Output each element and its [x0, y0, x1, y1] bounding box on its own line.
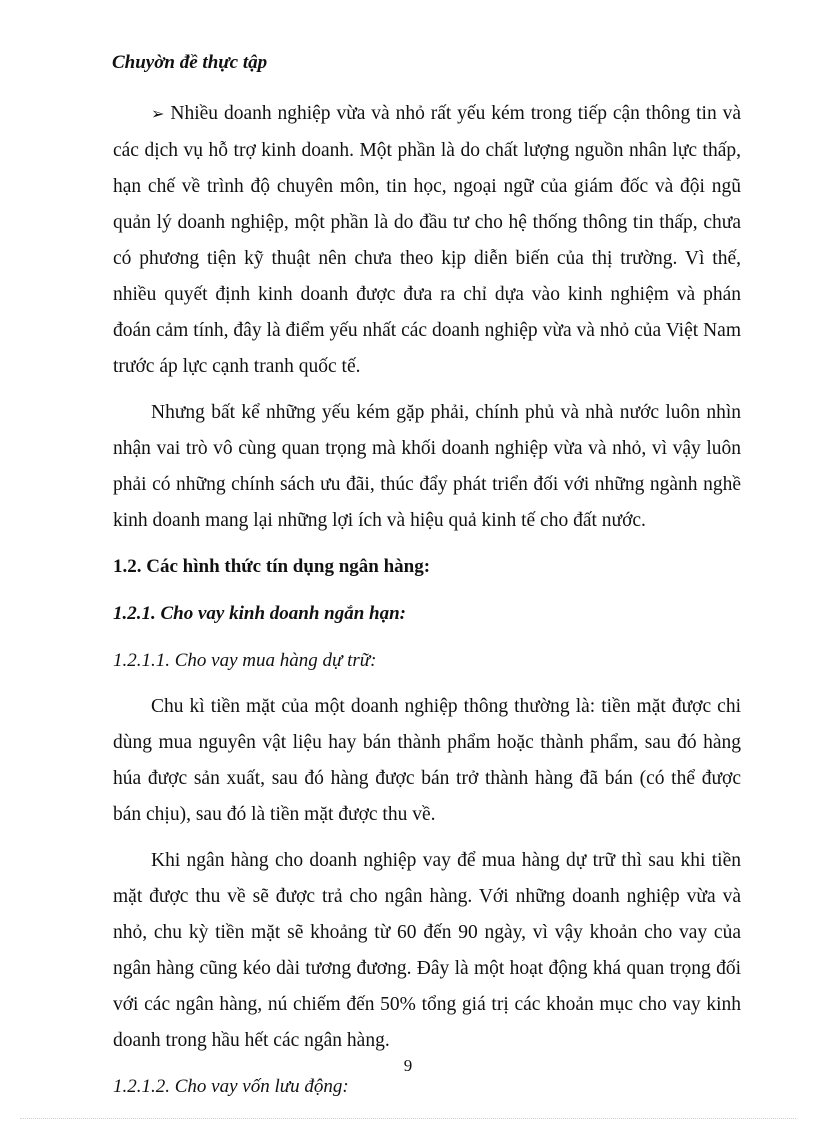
- paragraph-bullet: [113, 96, 741, 385]
- paragraph: Nhưng bất kể những yếu kém gặp phải, chính phủ và nhà nước luôn nhìn nhận vai trò vô cùng quan trọng mà khối doanh nghiệp vừa và nhỏ, vì vậy luôn phải có những chính sách ưu đãi, thúc đẩy phát triển đối với những ngành nghề kinh doanh mang lại những lợi ích và hiệu quả kinh tế cho đất nước.: [113, 402, 741, 531]
- subsection-heading: 1.2.1. Cho vay kinh doanh ngắn hạn:: [113, 603, 406, 624]
- page-edge-divider: [20, 1118, 796, 1119]
- subsubsection-heading: 1.2.1.1. Cho vay mua hàng dự trữ:: [113, 650, 377, 671]
- section-heading: 1.2. Các hình thức tín dụng ngân hàng:: [113, 556, 431, 577]
- running-header: Chuyờn đề thực tập: [112, 52, 268, 73]
- subsubsection-heading: 1.2.1.2. Cho vay vốn lưu động:: [113, 1076, 349, 1097]
- paragraph-text: Nhiều doanh nghiệp vừa và nhỏ rất yếu kém trong tiếp cận thông tin và các dịch vụ hỗ trợ kinh doanh. Một phần là do chất lượng nguồn nhân lực thấp, hạn chế về trình độ chuyên môn, tin học, ngoại ngữ của giám đốc và đội ngũ quản lý doanh nghiệp, một phần là do đầu tư cho hệ thống thông tin thấp, chưa có phương tiện kỹ thuật nên chưa theo kịp diễn biến của thị trường. Vì thế, nhiều quyết định kinh doanh được đưa ra chỉ dựa vào kinh nghiệm và phán đoán cảm tính, đây là điểm yếu nhất các doanh nghiệp vừa và nhỏ của Việt Nam trước áp lực cạnh tranh quốc tế.: [113, 103, 741, 377]
- paragraph: Chu kì tiền mặt của một doanh nghiệp thông thường là: tiền mặt được chi dùng mua nguyên vật liệu hay bán thành phẩm hoặc thành phẩm, sau đó hàng húa được sản xuất, sau đó hàng được bán trở thành hàng đã bán (có thể được bán chịu), sau đó là tiền mặt được thu về.: [113, 696, 741, 825]
- paragraph: Khi ngân hàng cho doanh nghiệp vay để mua hàng dự trữ thì sau khi tiền mặt được thu về sẽ được trả cho ngân hàng. Với những doanh nghiệp vừa và nhỏ, chu kỳ tiền mặt sẽ khoảng từ 60 đến 90 ngày, vì vậy khoản cho vay của ngân hàng cũng kéo dài tương đương. Đây là một hoạt động khá quan trọng đối với các ngân hàng, nú chiếm đến 50% tổng giá trị các khoản mục cho vay kinh doanh trong hầu hết các ngân hàng.: [113, 850, 741, 1051]
- arrow-bullet-icon: ➢: [151, 106, 165, 123]
- document-body: [113, 96, 741, 1115]
- page-number: 9: [403, 1056, 413, 1075]
